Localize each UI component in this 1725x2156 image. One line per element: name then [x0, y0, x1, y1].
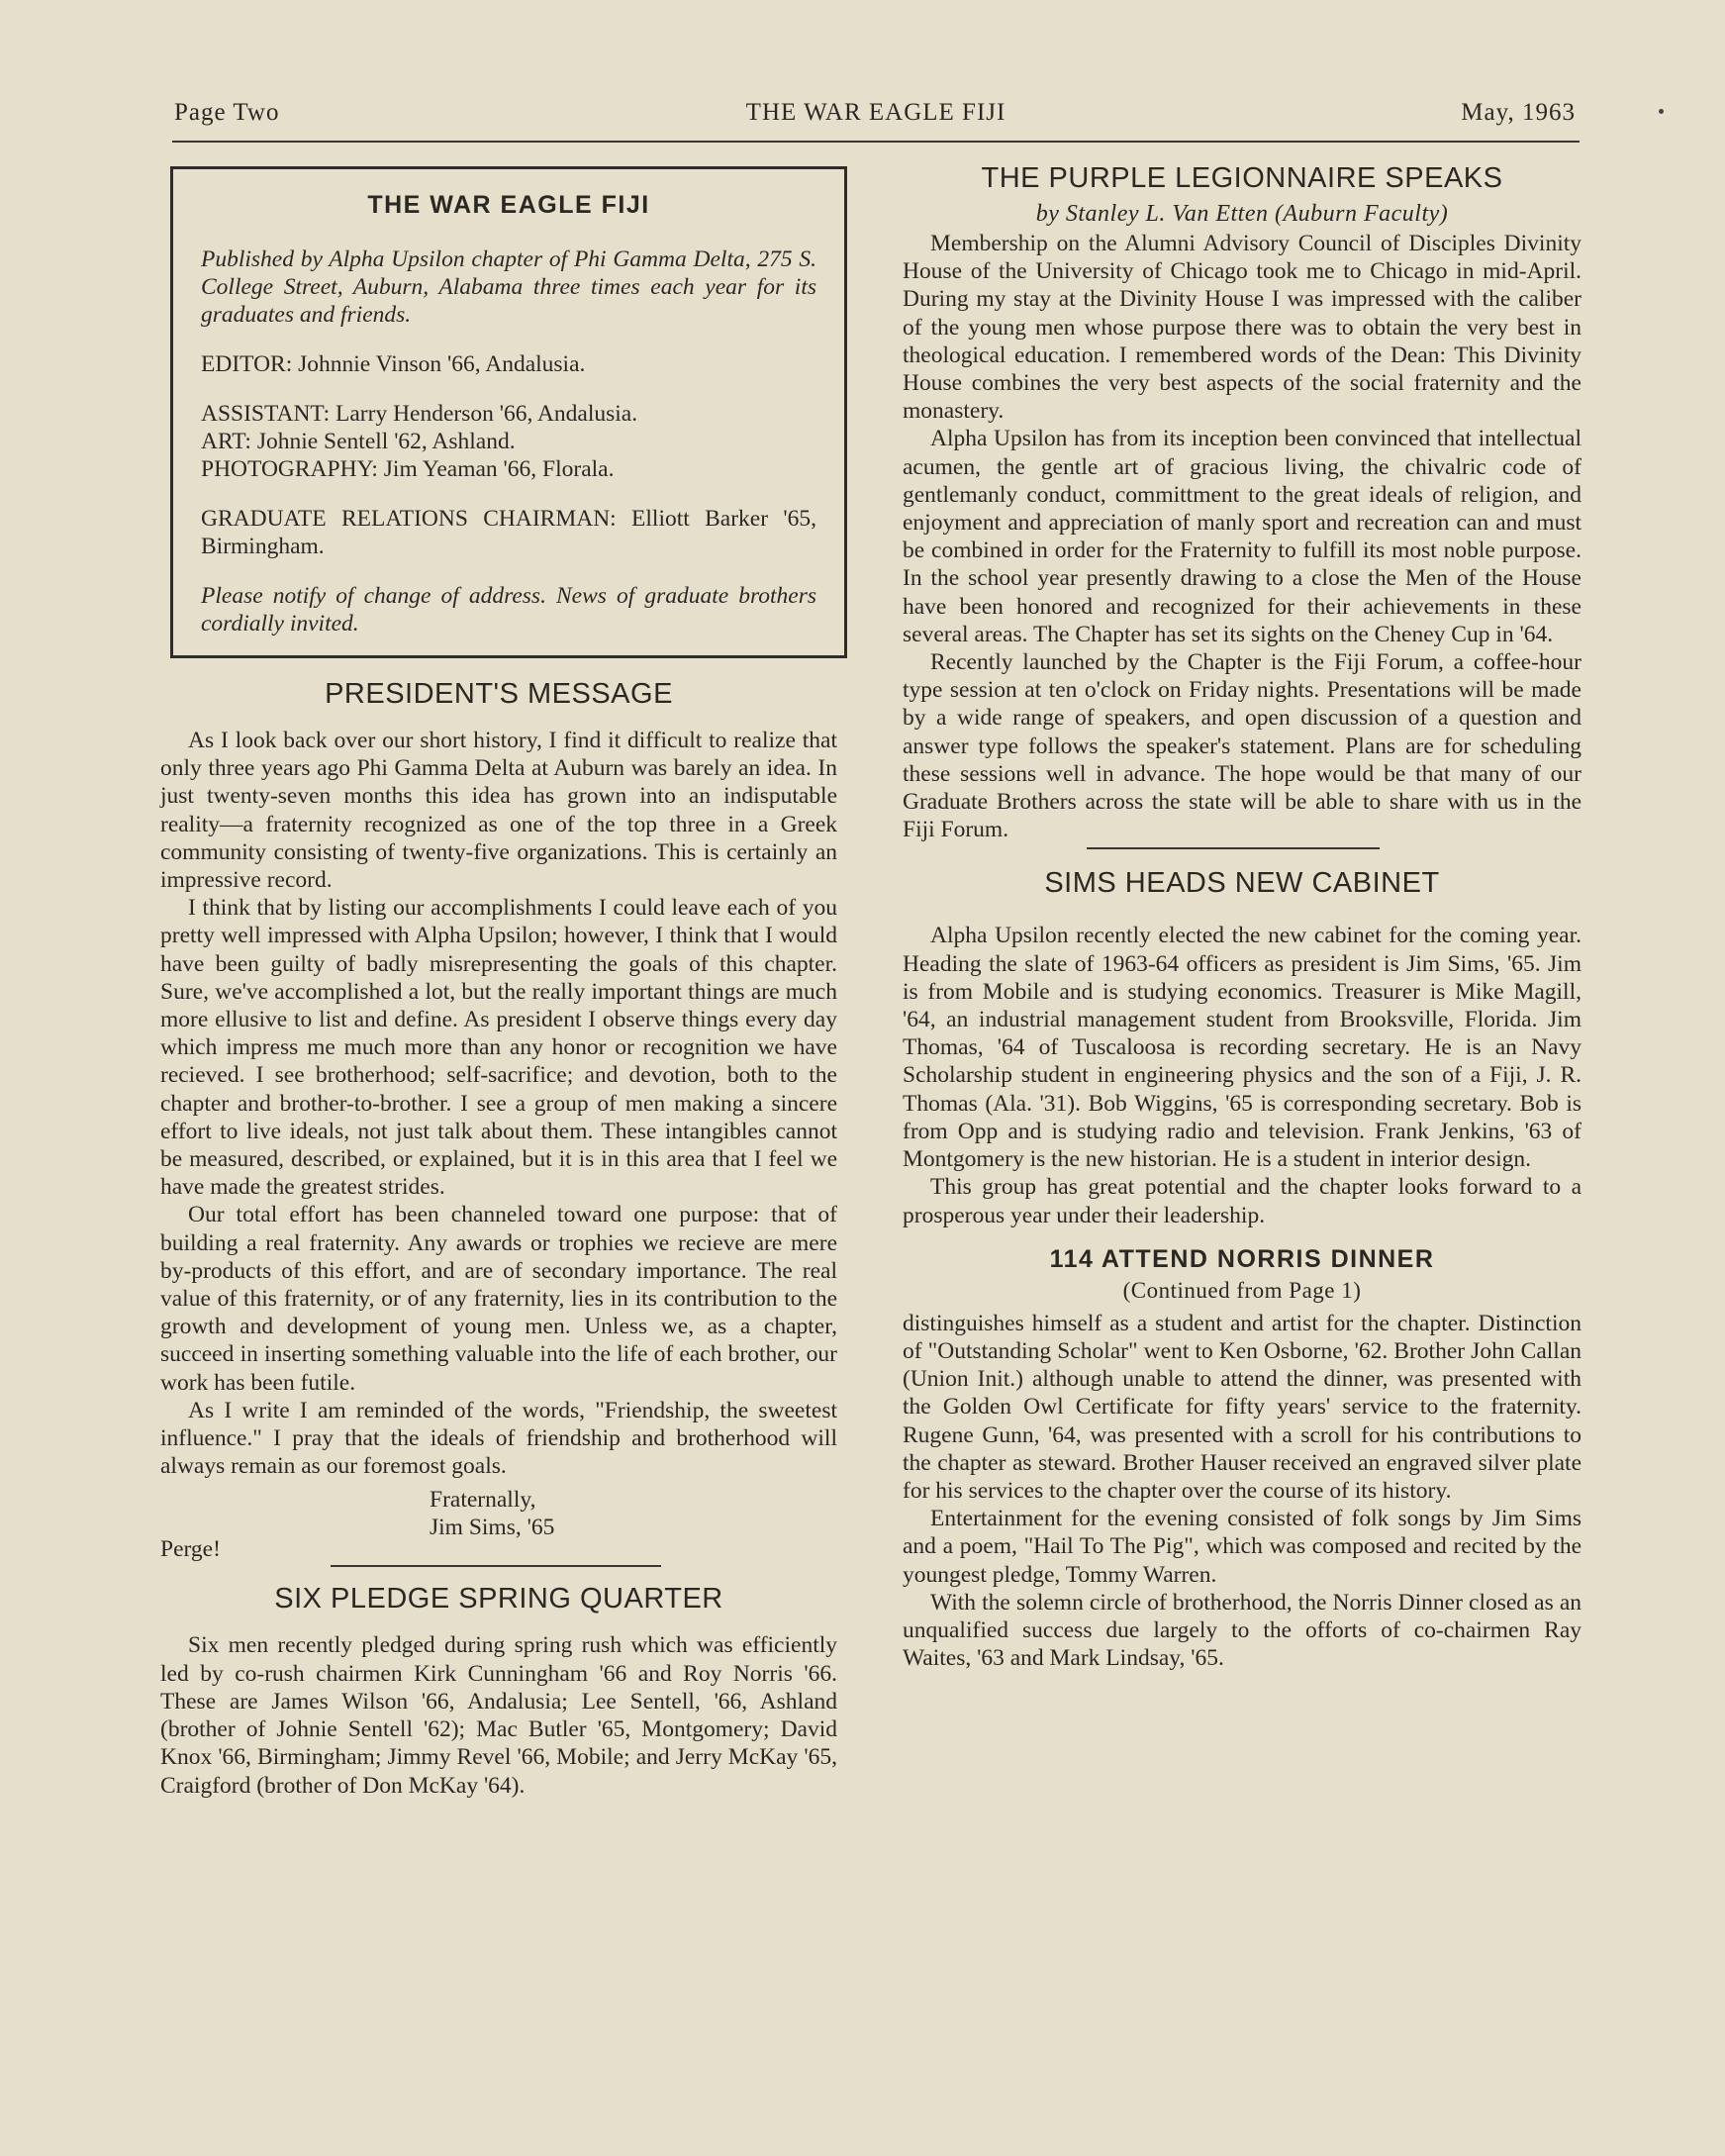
article-paragraph: Our total effort has been channeled toward one purpose: that of building a real fraternity. Any awards or trophies we recieve are mere by-products of this effort, and are of secondary importance. The real value of this fraternity, or of any fraternity, lies in its contribution to the growth and development of young men. Unless we, as a chapter, succeed in inserting something valuable into the life of each brother, our work has been futile.	[160, 1202, 837, 1396]
purple-legionnaire-article	[903, 230, 1581, 843]
art-credit: ART: Johnie Sentell '62, Ashland.	[201, 429, 516, 454]
article-paragraph: With the solemn circle of brotherhood, the Norris Dinner closed as an unqualified success due largely to the offorts of co-chairmen Ray Waites, '63 and Mark Lindsay, '65.	[903, 1589, 1581, 1672]
signature: Jim Sims, '65	[430, 1515, 555, 1541]
graduate-relations-credit: GRADUATE RELATIONS CHAIRMAN: Elliott Barker '65, Birmingham.	[201, 506, 816, 559]
page-label: Page Two	[174, 99, 280, 126]
article-byline: by Stanley L. Van Etten (Auburn Faculty)	[1035, 201, 1449, 227]
article-paragraph: Alpha Upsilon recently elected the new cabinet for the coming year. Heading the slate of 1963-64 officers as president is Jim Sims, '65. Jim is from Mobile and is studying economics. Treasurer is Mike Magill, '64, an industrial management student from Brooksville, Florida. Jim Thomas, '64 of Tuscaloosa is recording secretary. He is an Navy Scholarship student in engineering physics and the son of a Fiji, J. R. Thomas (Ala. '31). Bob Wiggins, '65 is corresponding secretary. Bob is from Opp and is studying radio and television. Frank Jenkins, '63 of Montgomery is the new historian. He is a student in interior design.	[903, 923, 1581, 1173]
article-paragraph: Membership on the Alumni Advisory Council of Disciples Divinity House of the University of Chicago took me to Chicago in mid-April. During my stay at the Divinity House I was impressed with the caliber of the young men whose purpose there was to obtain the very best in theological education. I remembered words of the Dean: This Divinity House combines the very best aspects of the social fraternity and the monastery.	[903, 231, 1581, 425]
sims-cabinet-article	[903, 922, 1581, 1228]
paper-speck	[1659, 109, 1664, 114]
article-paragraph: This group has great potential and the chapter looks forward to a prosperous year under their leadership.	[903, 1174, 1581, 1228]
six-pledge-headline: SIX PLEDGE SPRING QUARTER	[274, 1583, 723, 1616]
address-notice: Please notify of change of address. News of graduate brothers cordially invited.	[201, 583, 816, 637]
newspaper-title: THE WAR EAGLE FIJI	[745, 99, 1006, 126]
norris-dinner-headline: 114 ATTEND NORRIS DINNER	[1049, 1244, 1435, 1273]
issue-date: May, 1963	[1461, 99, 1576, 126]
right-column	[903, 158, 1581, 1672]
article-paragraph: Recently launched by the Chapter is the Fiji Forum, a coffee-hour type session at ten o'clock on Friday nights. Presentations will be made by a wide range of speakers, and open discussion of a question and answer type follows the speaker's statement. Plans are for scheduling these sessions well in advance. The hope would be that many of our Graduate Brothers across the state will be able to share with us in the Fiji Forum.	[903, 649, 1581, 843]
presidents-message-article	[160, 727, 837, 1480]
article-paragraph: I think that by listing our accomplishments I could leave each of you pretty well impressed with Alpha Upsilon; however, I think that I would have been guilty of badly misrepresenting the goals of this chapter. Sure, we've accomplished a lot, but the really important things are much more ellusive to list and define. As president I observe things every day which impress me much more than any honor or recognition we have recieved. I see brotherhood; self-sacrifice; and devotion, both to the chapter and brother-to-brother. I see a group of men making a sincere effort to live ideals, not just talk about them. These intangibles cannot be measured, described, or explained, but it is in this area that I feel we have made the greatest strides.	[160, 895, 837, 1201]
article-paragraph: As I write I am reminded of the words, "Friendship, the sweetest influence." I pray that the ideals of friendship and brotherhood will always remain as our foremost goals.	[160, 1397, 837, 1480]
article-paragraph: Six men recently pledged during spring rush which was efficiently led by co-rush chairmen Kirk Cunningham '66 and Roy Norris '66. These are James Wilson '66, Andalusia; Lee Sentell, '66, Ashland (brother of Johnie Sentell '62); Mac Butler '65, Montgomery; David Knox '66, Birmingham; Jimmy Revel '66, Mobile; and Jerry McKay '65, Craigford (brother of Don McKay '64).	[160, 1632, 837, 1799]
editor-credit: EDITOR: Johnnie Vinson '66, Andalusia.	[201, 351, 586, 377]
publication-info-box	[170, 166, 847, 658]
presidents-signoff	[160, 1480, 837, 1563]
left-column	[160, 166, 837, 1800]
article-paragraph: Entertainment for the evening consisted of folk songs by Jim Sims and a poem, "Hail To The Pig", which was composed and recited by the youngest pledge, Tommy Warren.	[903, 1506, 1581, 1588]
purple-legionnaire-headline: THE PURPLE LEGIONNAIRE SPEAKS	[981, 162, 1503, 194]
norris-dinner-article	[903, 1310, 1581, 1673]
section-divider	[1087, 847, 1380, 849]
article-paragraph: Alpha Upsilon has from its inception been convinced that intellectual acumen, the gentle art of gracious living, the chivalric code of gentlemanly conduct, committment to the great ideals of religion, and enjoyment and appreciation of manly sport and recreation can and must be combined in order for the Fraternity to fulfill its most noble purpose. In the school year presently drawing to a close the Men of the House have been honored and recognized for their achievements in these several areas. The Chapter has set its sights on the Cheney Cup in '64.	[903, 426, 1581, 647]
masthead	[172, 95, 1580, 143]
perge-motto: Perge!	[160, 1536, 221, 1563]
section-divider	[331, 1565, 661, 1567]
closing-word: Fraternally,	[430, 1487, 536, 1514]
six-pledge-article	[160, 1631, 837, 1799]
presidents-message-headline: PRESIDENT'S MESSAGE	[325, 678, 673, 710]
continued-note: (Continued from Page 1)	[1122, 1277, 1362, 1303]
article-paragraph: distinguishes himself as a student and artist for the chapter. Distinction of "Outstanding Scholar" went to Ken Osborne, '62. Brother John Callan (Union Init.) although unable to attend the dinner, was presented with the Golden Owl Certificate for fifty years' service to the fraternity. Rugene Gunn, '64, was presented with a scroll for his contributions to the chapter as steward. Brother Hauser received an engraved silver plate for his services to the chapter over the course of its history.	[903, 1310, 1581, 1504]
photography-credit: PHOTOGRAPHY: Jim Yeaman '66, Florala.	[201, 456, 615, 482]
sims-cabinet-headline: SIMS HEADS NEW CABINET	[1044, 867, 1440, 900]
article-paragraph: As I look back over our short history, I find it difficult to realize that only three years ago Phi Gamma Delta at Auburn was barely an idea. In just twenty-seven months this idea has grown into an indisputable reality—a fraternity recognized as one of the top three in a Greek community consisting of twenty-five organizations. This is certainly an impressive record.	[160, 728, 837, 894]
info-box-title: THE WAR EAGLE FIJI	[367, 191, 650, 219]
assistant-credit: ASSISTANT: Larry Henderson '66, Andalusia.	[201, 401, 638, 427]
publisher-statement: Published by Alpha Upsilon chapter of Phi Gamma Delta, 275 S. College Street, Auburn, Alabama three times each year for its graduates and friends.	[201, 246, 816, 328]
